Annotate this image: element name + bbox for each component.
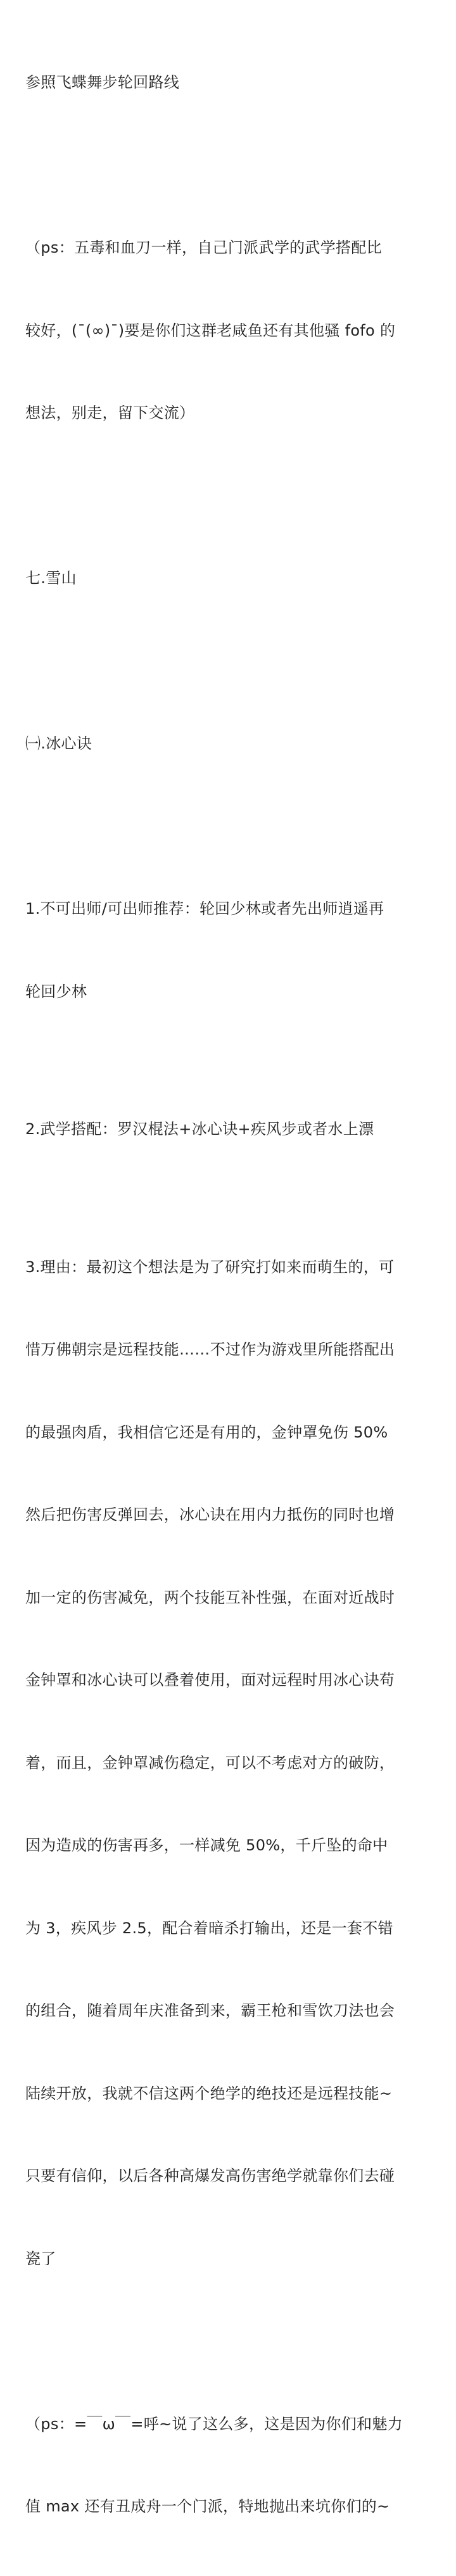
paragraph-gap <box>25 483 437 510</box>
text-line: 参照飞蝶舞步轮回路线 <box>25 73 179 91</box>
skill-combo-item <box>25 1061 437 1199</box>
text-line: ㈠.冰心诀 <box>25 735 92 752</box>
text-line: 陆续开放，我就不信这两个绝学的绝技还是远程技能~ <box>25 2084 393 2102</box>
text-line: 值 max 还有丑成舟一个门派，特地抛出来坑你们的~ <box>25 2497 390 2515</box>
text-line: 只要有信仰，以后各种高爆发高伤害绝学就靠你们去碰 <box>25 2167 395 2185</box>
route-reference-line <box>25 14 437 152</box>
text-line: 着，而且，金钟罩减伤稳定，可以不考虑对方的破防， <box>25 1753 395 1772</box>
reason-item <box>25 1199 437 2328</box>
paragraph-gap <box>25 648 437 676</box>
text-line: 然后把伤害反弹回去，冰心诀在用内力抵伤的同时也增 <box>25 1506 395 1524</box>
closing-ps-paragraph <box>25 2356 437 2576</box>
text-line: 七.雪山 <box>25 569 77 587</box>
text-line: 2.武学搭配：罗汉棍法+冰心诀+疾风步或者水上漂 <box>25 1120 374 1138</box>
text-line: （ps：五毒和血刀一样，自己门派武学的武学搭配比 <box>25 239 382 256</box>
paragraph-gap <box>25 2328 437 2356</box>
text-line: 轮回少林 <box>25 982 87 1001</box>
ps-note-paragraph <box>25 179 437 483</box>
text-line: 3.理由：最初这个想法是为了研究打如来而萌生的，可 <box>25 1258 395 1276</box>
text-line: 加一定的伤害减免，两个技能互补性强，在面对近战时 <box>25 1588 395 1607</box>
recommendation-item <box>25 840 437 1061</box>
text-line: （ps：=￣ω￣=呼~说了这么多，这是因为你们和魅力 <box>25 2415 403 2433</box>
text-line: 较好，(¯(∞)¯)要是你们这群老咸鱼还有其他骚 fofo 的 <box>25 321 396 339</box>
text-line: 为 3，疾风步 2.5，配合着暗杀打输出，还是一套不错 <box>25 1919 393 1937</box>
text-line: 惜万佛朝宗是远程技能……不过作为游戏里所能搭配出 <box>25 1341 395 1358</box>
section-heading <box>25 510 437 648</box>
text-line: 瓷了 <box>25 2249 56 2268</box>
article-body <box>25 14 437 2576</box>
subsection-heading <box>25 675 437 813</box>
text-line: 1.不可出师/可出师推荐：轮回少林或者先出师逍遥再 <box>25 900 384 918</box>
text-line: 的组合，随着周年庆准备到来，霸王枪和雪饮刀法也会 <box>25 2002 395 2019</box>
text-line: 金钟罩和冰心诀可以叠着使用，面对远程时用冰心诀苟 <box>25 1671 395 1689</box>
text-line: 的最强肉盾，我相信它还是有用的，金钟罩免伤 50% <box>25 1423 388 1441</box>
text-line: 想法，别走，留下交流） <box>25 404 195 422</box>
paragraph-gap <box>25 813 437 841</box>
text-line: 因为造成的伤害再多，一样减免 50%，千斤坠的命中 <box>25 1836 388 1854</box>
paragraph-gap <box>25 152 437 180</box>
